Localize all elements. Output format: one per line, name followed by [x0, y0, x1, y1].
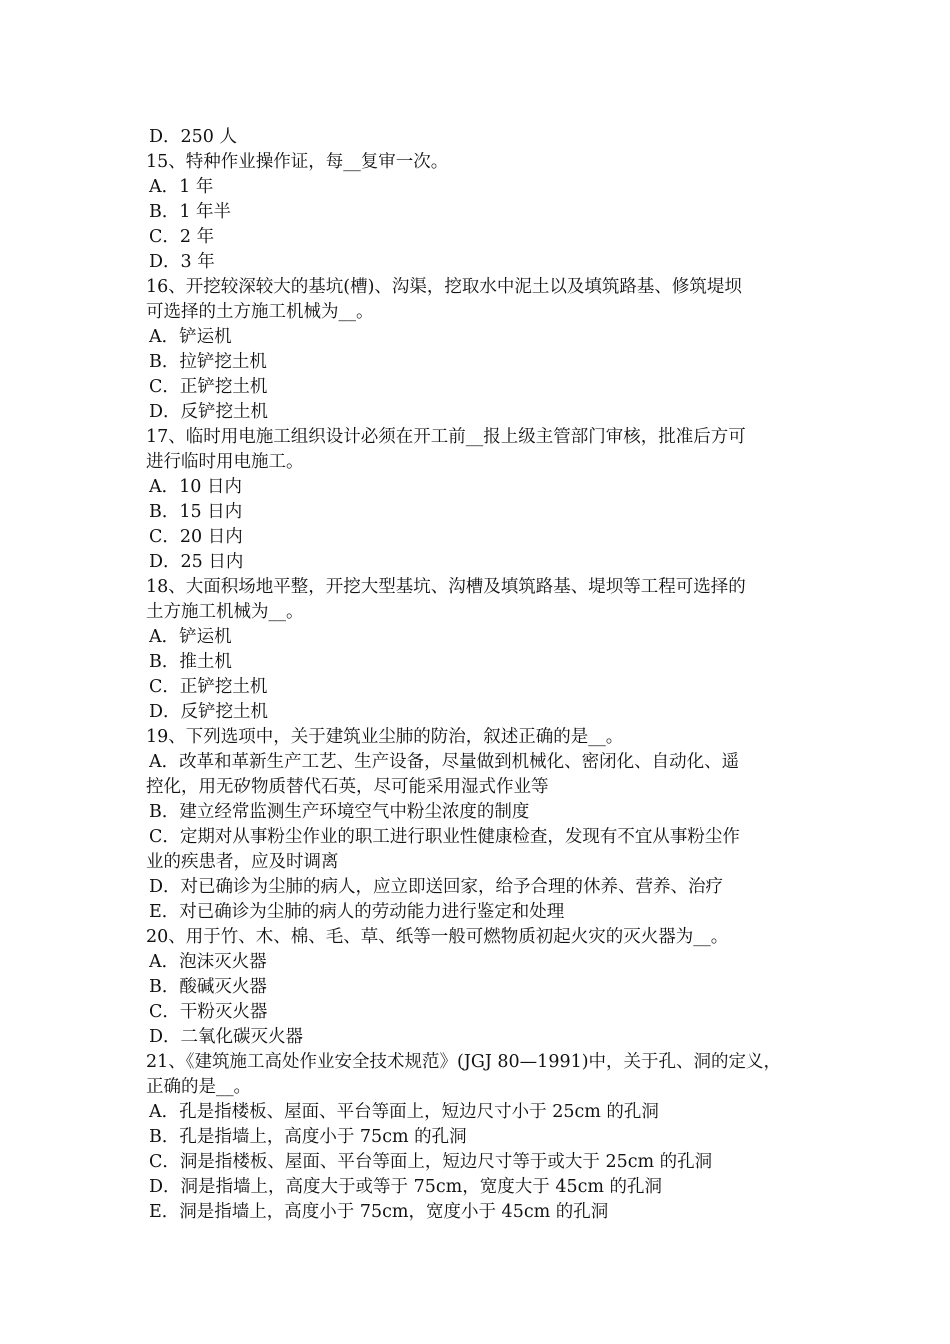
question-text: 17、临时用电施工组织设计必须在开工前__报上级主管部门审核，批准后方可: [146, 427, 746, 447]
answer-option: B．推土机: [149, 652, 232, 672]
answer-option: B．1 年半: [149, 202, 232, 222]
answer-option: D．对已确诊为尘肺的病人，应立即送回家，给予合理的休养、营养、治疗: [149, 877, 724, 897]
answer-option: D．250 人: [149, 127, 237, 147]
answer-option: D．反铲挖土机: [149, 702, 269, 722]
answer-option: E．对已确诊为尘肺的病人的劳动能力进行鉴定和处理: [149, 902, 565, 922]
document-body: [146, 125, 836, 1225]
question-text: 21、《建筑施工高处作业安全技术规范》(JGJ 80—1991)中，关于孔、洞的定义，: [146, 1052, 782, 1072]
answer-option: C．正铲挖土机: [149, 377, 268, 397]
answer-option: C．正铲挖土机: [149, 677, 268, 697]
question-text: 业的疾患者，应及时调离: [146, 852, 339, 872]
answer-option: A．泡沫灭火器: [149, 952, 267, 972]
answer-option: C．定期对从事粉尘作业的职工进行职业性健康检查，发现有不宜从事粉尘作: [149, 827, 740, 847]
question-text: 18、大面积场地平整，开挖大型基坑、沟槽及填筑路基、堤坝等工程可选择的: [146, 577, 746, 597]
answer-option: D．25 日内: [149, 552, 244, 572]
answer-option: E．洞是指墙上，高度小于 75cm，宽度小于 45cm 的孔洞: [149, 1202, 609, 1222]
question-text: 进行临时用电施工。: [146, 452, 304, 472]
answer-option: D．3 年: [149, 252, 215, 272]
answer-option: A．改革和革新生产工艺、生产设备，尽量做到机械化、密闭化、自动化、遥: [149, 752, 740, 772]
answer-option: C．2 年: [149, 227, 215, 247]
question-text: 19、下列选项中，关于建筑业尘肺的防治，叙述正确的是__。: [146, 727, 624, 747]
answer-option: A．1 年: [149, 177, 214, 197]
question-text: 15、特种作业操作证，每__复审一次。: [146, 152, 449, 172]
answer-option: D．洞是指墙上，高度大于或等于 75cm，宽度大于 45cm 的孔洞: [149, 1177, 663, 1197]
answer-option: A．铲运机: [149, 627, 232, 647]
answer-option: C．干粉灭火器: [149, 1002, 268, 1022]
answer-option: B．拉铲挖土机: [149, 352, 267, 372]
answer-option: B．建立经常监测生产环境空气中粉尘浓度的制度: [149, 802, 530, 822]
answer-option: D．二氧化碳灭火器: [149, 1027, 304, 1047]
question-text: 正确的是__。: [146, 1077, 251, 1097]
answer-option: C．20 日内: [149, 527, 243, 547]
question-text: 控化，用无矽物质替代石英，尽可能采用湿式作业等: [146, 777, 549, 797]
question-text: 20、用于竹、木、棉、毛、草、纸等一般可燃物质初起火灾的灭火器为__。: [146, 927, 729, 947]
answer-option: B．15 日内: [149, 502, 243, 522]
answer-option: A．10 日内: [149, 477, 242, 497]
answer-option: A．铲运机: [149, 327, 232, 347]
answer-option: A．孔是指楼板、屋面、平台等面上，短边尺寸小于 25cm 的孔洞: [149, 1102, 659, 1122]
answer-option: B．酸碱灭火器: [149, 977, 267, 997]
question-text: 16、开挖较深较大的基坑(槽)、沟渠，挖取水中泥土以及填筑路基、修筑堤坝: [146, 277, 742, 297]
question-text: 可选择的土方施工机械为__。: [146, 302, 374, 322]
answer-option: C．洞是指楼板、屋面、平台等面上，短边尺寸等于或大于 25cm 的孔洞: [149, 1152, 713, 1172]
question-text: 土方施工机械为__。: [146, 602, 304, 622]
answer-option: B．孔是指墙上，高度小于 75cm 的孔洞: [149, 1127, 467, 1147]
answer-option: D．反铲挖土机: [149, 402, 269, 422]
